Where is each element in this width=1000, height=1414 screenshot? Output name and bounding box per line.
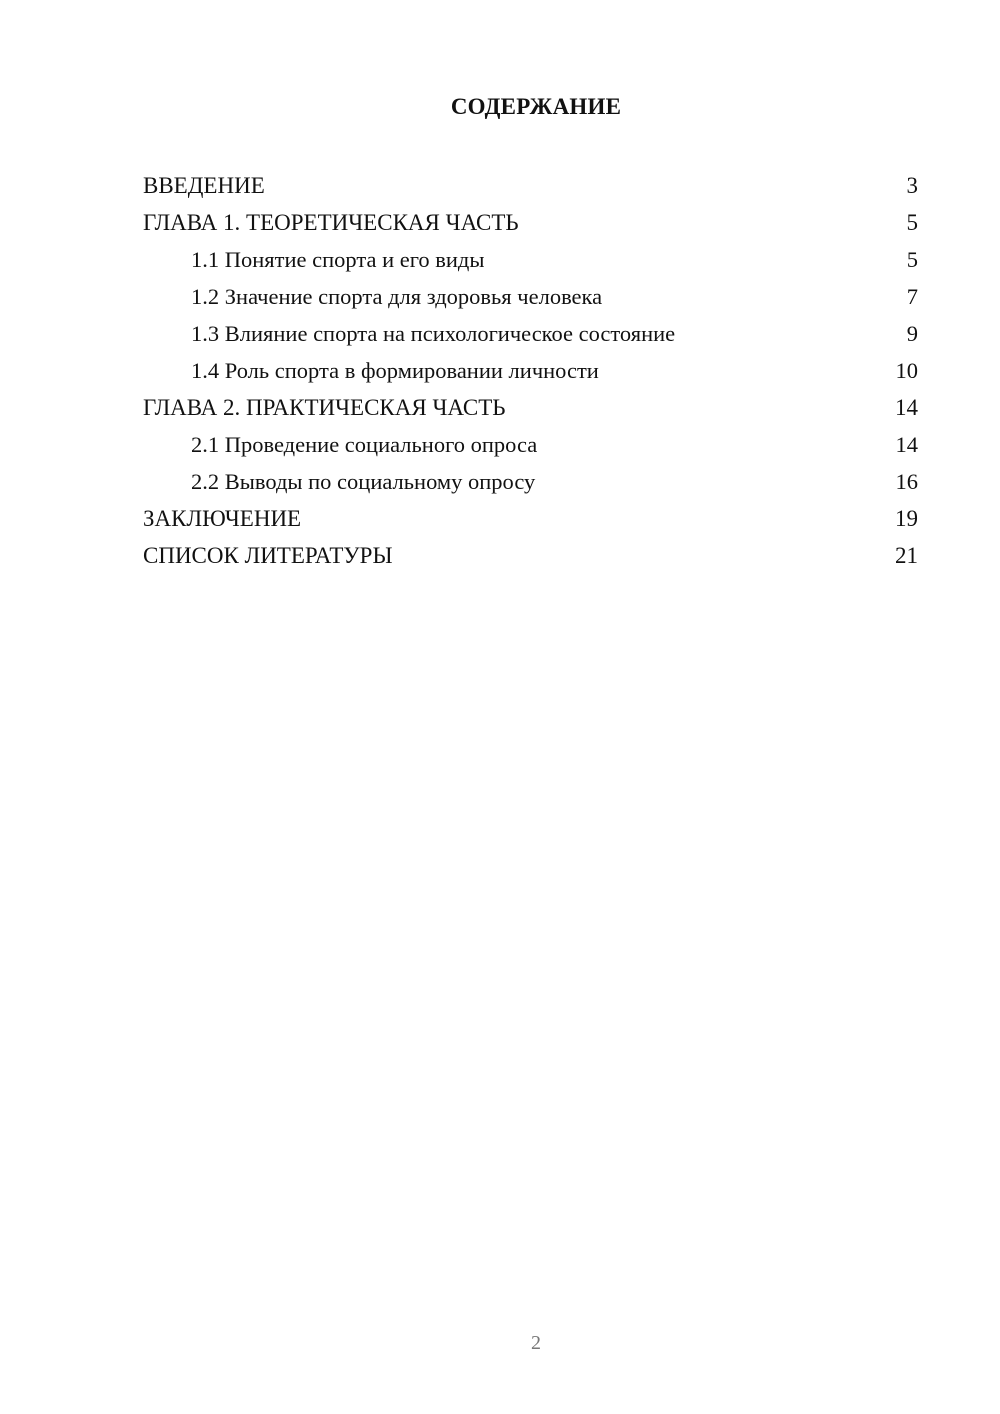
toc-entry-page: 10 [895, 358, 918, 383]
toc-entry-label: 1.1 Понятие спорта и его виды [191, 247, 485, 272]
toc-entry-chapter-2 [143, 389, 918, 426]
toc-entry-page: 7 [906, 284, 918, 309]
toc-entry-chapter-1 [143, 204, 918, 241]
toc-entry-label: ЗАКЛЮЧЕНИЕ [143, 506, 302, 531]
toc-entry-section-1-3 [143, 315, 918, 352]
toc-entry-section-1-2 [143, 278, 918, 315]
toc-list [143, 167, 918, 574]
toc-entry-page: 16 [895, 469, 918, 494]
toc-entry-label: 1.4 Роль спорта в формировании личности [191, 358, 599, 383]
page-number: 2 [531, 1332, 541, 1354]
toc-entry-label: 2.2 Выводы по социальному опросу [191, 469, 536, 494]
toc-entry-section-2-2 [143, 463, 918, 500]
toc-entry-page: 9 [906, 321, 918, 346]
toc-entry-page: 19 [895, 506, 918, 531]
toc-entry-label: 2.1 Проведение социального опроса [191, 432, 538, 457]
toc-entry-label: 1.3 Влияние спорта на психологическое состояние [191, 321, 676, 346]
toc-entry-page: 5 [906, 210, 918, 235]
toc-entry-page: 3 [906, 173, 918, 198]
toc-entry-section-2-1 [143, 426, 918, 463]
toc-entry-references [143, 537, 918, 574]
toc-entry-introduction [143, 167, 918, 204]
toc-title: СОДЕРЖАНИЕ [450, 94, 622, 119]
toc-entry-label: ГЛАВА 2. ПРАКТИЧЕСКАЯ ЧАСТЬ [143, 395, 506, 420]
toc-entry-section-1-4 [143, 352, 918, 389]
toc-entry-label: ВВЕДЕНИЕ [143, 173, 265, 198]
toc-entry-page: 14 [895, 432, 918, 457]
toc-entry-label: СПИСОК ЛИТЕРАТУРЫ [143, 543, 393, 568]
toc-entry-label: 1.2 Значение спорта для здоровья человека [191, 284, 603, 309]
toc-entry-page: 5 [906, 247, 918, 272]
toc-entry-section-1-1 [143, 241, 918, 278]
toc-entry-conclusion [143, 500, 918, 537]
toc-entry-page: 14 [895, 395, 918, 420]
toc-entry-page: 21 [895, 543, 918, 568]
toc-entry-label: ГЛАВА 1. ТЕОРЕТИЧЕСКАЯ ЧАСТЬ [143, 210, 519, 235]
